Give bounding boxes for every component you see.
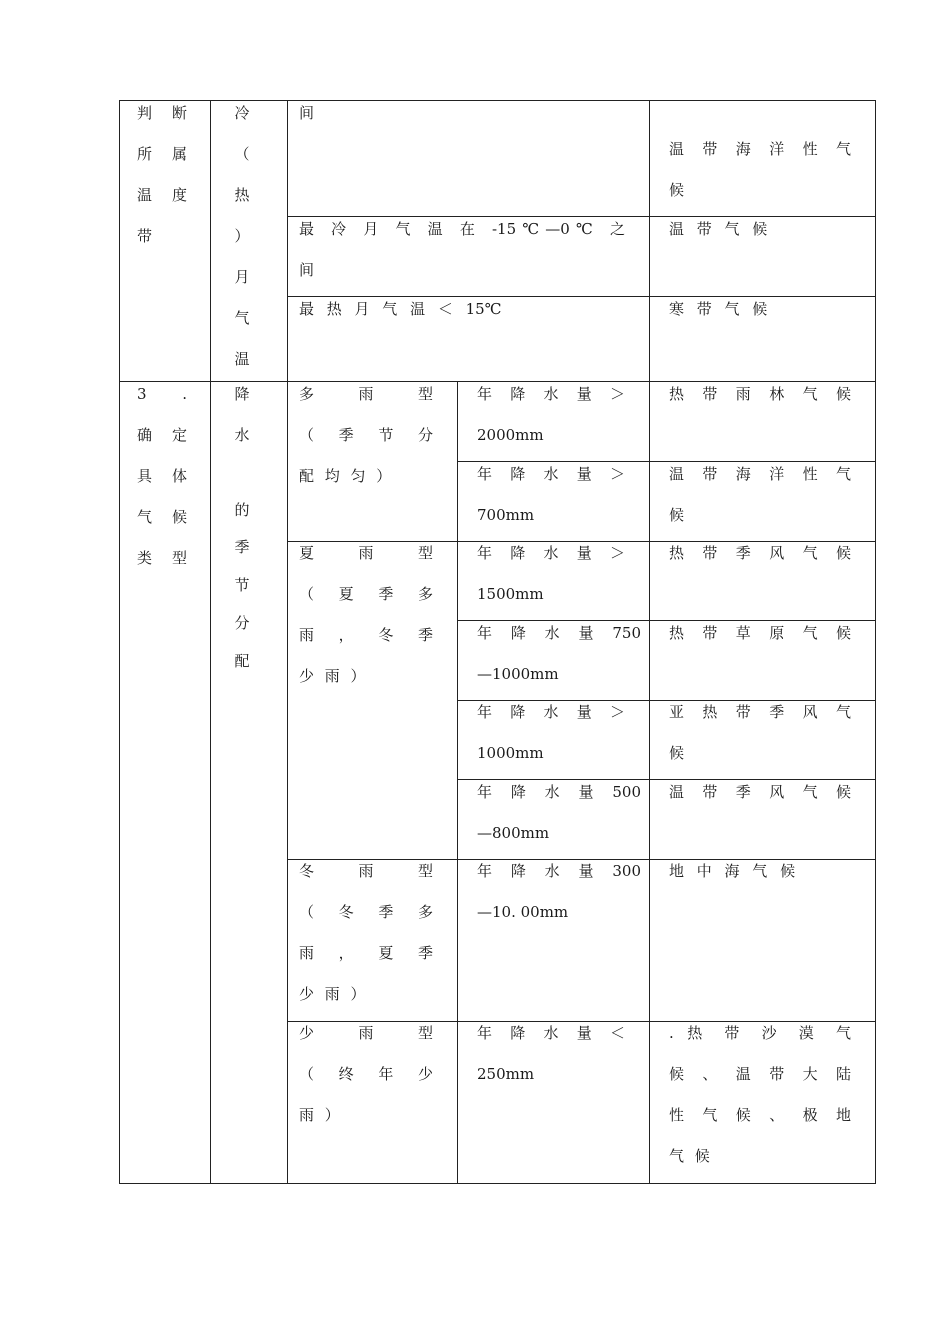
rain-climate-1: 热 带 雨 林 气 候 [669, 385, 851, 403]
factor-precipitation: 降 水 [234, 385, 250, 444]
rain-type-summer: 夏 雨 型 （ 夏 季 多 雨 ， 冬 季 少 雨 ） [299, 544, 433, 685]
temp-climate-3: 寒 带 气 候 [669, 300, 768, 318]
rain-type-winter: 冬 雨 型 （ 冬 季 多 雨 ， 夏 季 少 雨 ） [299, 862, 433, 1003]
temp-condition-2: 最 冷 月 气 温 在 -15℃—0℃ 之 间 [299, 220, 625, 279]
category-temperature-zone: 判 断 所 属 温 度 带 [137, 104, 187, 245]
rain-amount-6: 年 降 水 量 500 —800mm [477, 783, 641, 842]
rain-climate-2: 温 带 海 洋 性 气 候 [669, 465, 851, 524]
temp-condition-3: 最 热 月 气 温 ＜ 15℃ [299, 300, 502, 318]
rain-amount-3: 年 降 水 量 ＞ 1500mm [477, 544, 625, 603]
temp-climate-1: 温 带 海 洋 性 气 候 [669, 140, 851, 199]
temp-climate-2: 温 带 气 候 [669, 220, 768, 238]
rain-type-even: 多 雨 型 （ 季 节 分 配 均 匀 ） [299, 385, 433, 485]
rain-climate-7: 地 中 海 气 候 [669, 862, 796, 880]
temp-condition-1: 间 [299, 104, 315, 122]
rain-amount-7: 年 降 水 量 300 —10. 00mm [477, 862, 641, 921]
rain-climate-3: 热 带 季 风 气 候 [669, 544, 851, 562]
factor-seasonal-distribution: 的 季 节 分 配 [234, 501, 250, 670]
category-climate-type: 3 . 确 定 具 体 气 候 类 型 [137, 385, 187, 567]
rain-climate-5: 亚 热 带 季 风 气 候 [669, 703, 851, 762]
rain-type-dry: 少 雨 型 （ 终 年 少 雨 ） [299, 1024, 433, 1124]
rain-amount-8: 年 降 水 量 ＜ 250mm [477, 1024, 625, 1083]
rain-amount-4: 年 降 水 量 750 —1000mm [477, 624, 641, 683]
rain-amount-5: 年 降 水 量 ＞ 1000mm [477, 703, 625, 762]
rain-climate-8: . 热 带 沙 漠 气 候 、 温 带 大 陆 性 气 候 、 极 地 气 候 [669, 1024, 851, 1165]
rain-climate-4: 热 带 草 原 气 候 [669, 624, 851, 642]
rain-climate-6: 温 带 季 风 气 候 [669, 783, 851, 801]
factor-monthly-temperature: 冷 （ 热 ） 月 气 温 [234, 104, 250, 368]
rain-amount-1: 年 降 水 量 ＞ 2000mm [477, 385, 625, 444]
rain-amount-2: 年 降 水 量 ＞ 700mm [477, 465, 625, 524]
